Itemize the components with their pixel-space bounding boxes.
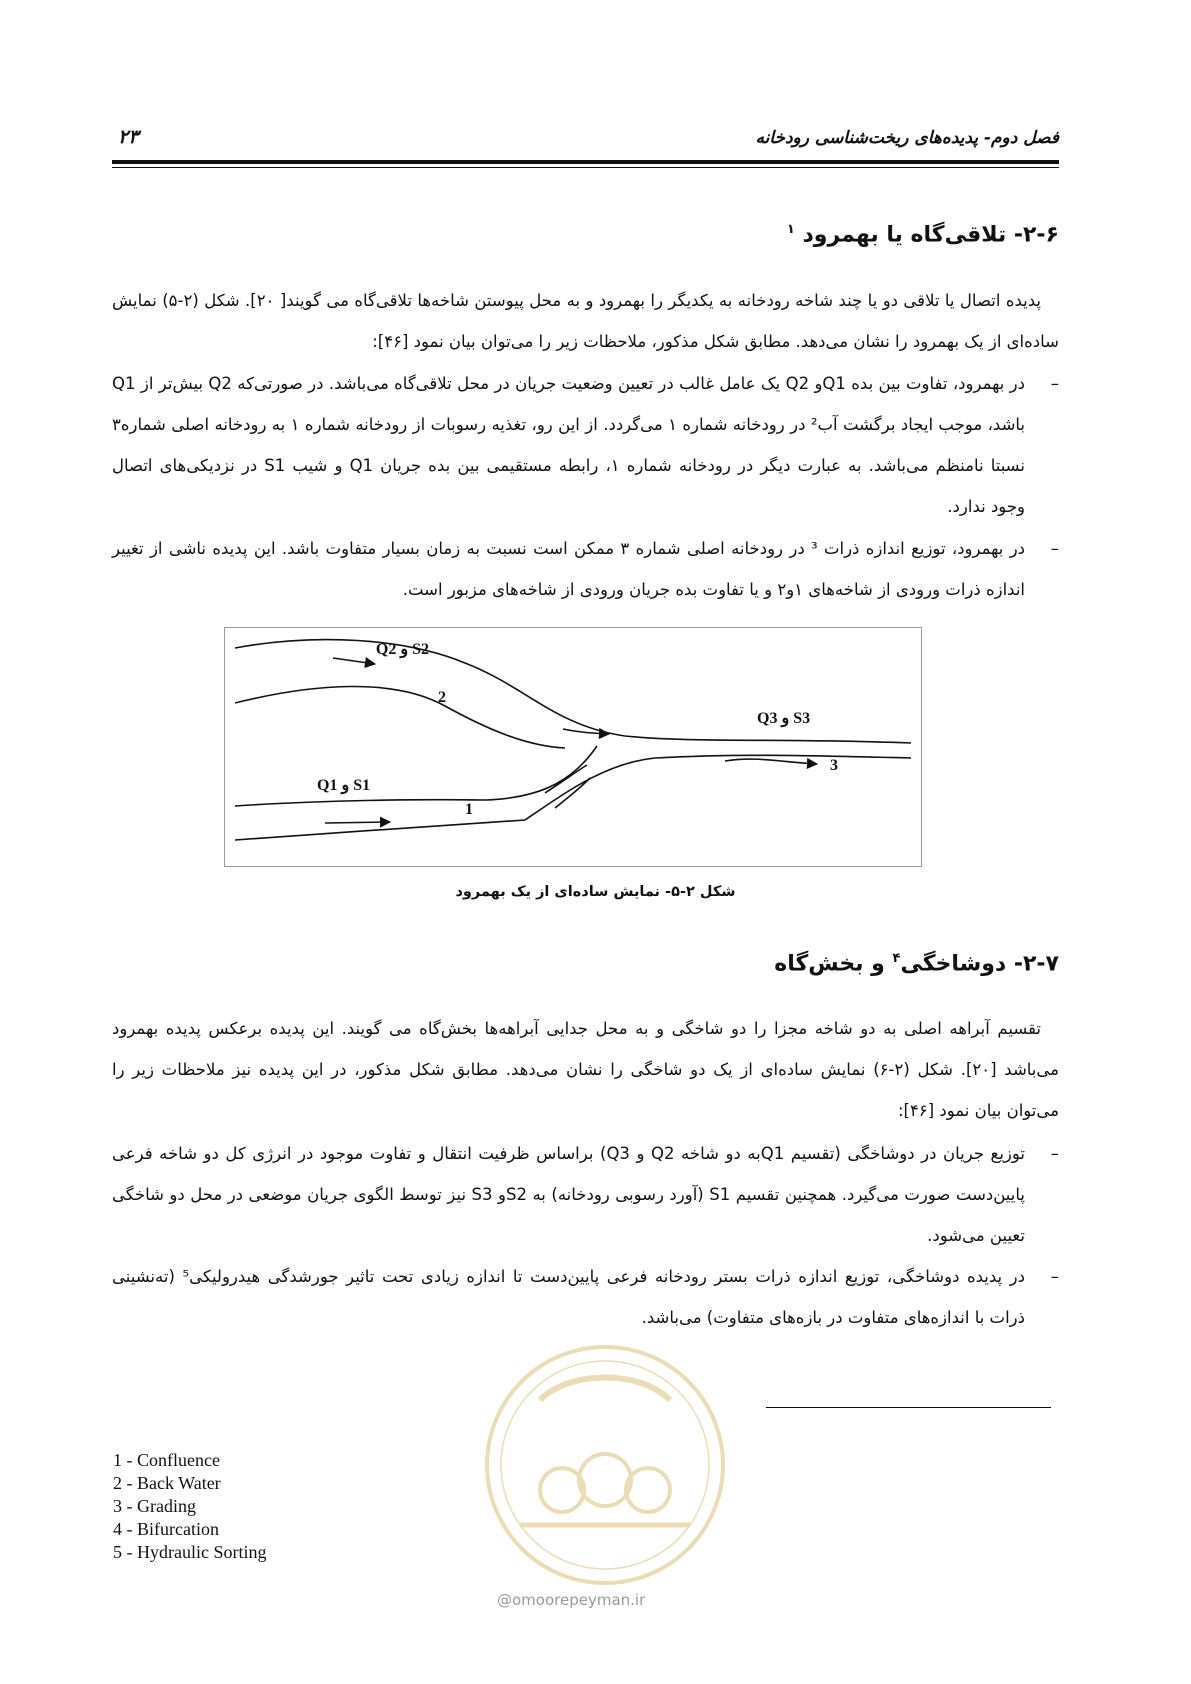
section-heading-confluence: ۲-۶- تلاقی‌گاه یا بهمرود $^۱$ xyxy=(786,222,1059,248)
branch2-bottom-bank xyxy=(235,686,565,748)
label-branch-1: 1 xyxy=(465,801,473,818)
arrow-branch1 xyxy=(325,822,390,823)
bullet-dash: – xyxy=(1050,1267,1059,1286)
bullet-dash: – xyxy=(1050,374,1059,393)
bullet-bifurcation-2: – در پدیده دوشاخگی، توزیع اندازه ذرات بستر رودخانه فرعی پایین‌دست تا اندازه زیادی تحت تاثیر جورشدگی هیدرولیکی⁵ (ته‌نشینی ذرات با اندازه‌های متفاوت در بازه‌های متفاوت) می‌باشد. xyxy=(112,1256,1059,1338)
flow-line-middle xyxy=(545,765,587,793)
running-header-title: فصل دوم- پدیده‌های ریخت‌شناسی رودخانه xyxy=(755,128,1059,148)
bullet-dash: – xyxy=(1050,1144,1059,1163)
footnote-1: 1 - Confluence xyxy=(113,1450,220,1470)
label-q2-s2: Q2 و S2 xyxy=(375,641,429,658)
branch1-top-bank xyxy=(235,746,597,806)
figure-caption: شکل ۲-۵- نمایش ساده‌ای از یک بهمرود xyxy=(455,884,736,900)
arrow-main xyxy=(725,759,817,764)
page-number: ۲۳ xyxy=(118,126,139,148)
footnote-3: 3 - Grading xyxy=(113,1496,196,1516)
header-rule-thin xyxy=(112,167,1059,168)
confluence-diagram xyxy=(225,628,921,866)
branch1-bottom-bank xyxy=(235,755,911,840)
bullet-dash: – xyxy=(1050,539,1059,558)
bullet-bifurcation-1: – توزیع جریان در دوشاخگی (تقسیم Q1به دو شاخه Q2 و Q3) براساس ظرفیت انتقال و تفاوت موجود در انرژی کل دو شاخه فرعی پایین‌دست صورت می‌گیرد. همچنین تقسیم S1 (آورد رسوبی رودخانه) به S2و S3 نیز توسط الگوی جریان موضعی در محل دو شاخگی تعیین می‌شود. xyxy=(112,1133,1059,1256)
watermark-site: @omoorepeyman.ir xyxy=(497,1591,646,1609)
bullet-confluence-2: – در بهمرود، توزیع اندازه ذرات ³ در رودخانه اصلی شماره ۳ ممکن است نسبت به زمان بسیار متفاوت باشد. این پدیده ناشی از تغییر اندازه ذرات ورودی از شاخه‌های ۱و۲ و یا تفاوت بده جریان ورودی از شاخه‌های مزبور است. xyxy=(112,528,1059,610)
footnote-ref-1: ۱ xyxy=(786,222,795,237)
label-branch-3: 3 xyxy=(830,757,838,774)
label-q3-s3: Q3 و S3 xyxy=(757,710,811,727)
footnote-4: 4 - Bifurcation xyxy=(113,1519,219,1539)
label-branch-2: 2 xyxy=(438,689,446,706)
label-q1-s1: Q1 و S1 xyxy=(317,777,371,794)
arrow-branch2 xyxy=(333,658,375,664)
footnote-2: 2 - Back Water xyxy=(113,1473,221,1493)
figure-confluence-diagram xyxy=(224,627,922,867)
paragraph-bifurcation-intro: تقسیم آبراهه اصلی به دو شاخه مجزا را دو شاخگی و به محل جدایی آبراهه‌ها بخش‌گاه می گویند. این پدیده برعکس پدیده بهمرود می‌باشد [۲۰]. شکل (۲-۶) نمایش ساده‌ای از یک دو شاخگی را نشان می‌دهد. مطابق شکل مذکور، در این پدیده نیز ملاحظات زیر را می‌توان بیان نمود [۴۶]: xyxy=(112,1019,1059,1120)
section-heading-bifurcation: ۲-۷- دوشاخگی$^۴$ و بخش‌گاه xyxy=(774,951,1059,977)
footnote-rule xyxy=(766,1407,1051,1408)
watermark-logo xyxy=(480,1340,730,1590)
paragraph-confluence-intro: پدیده اتصال یا تلاقی دو یا چند شاخه رودخانه به یکدیگر را بهمرود و به محل پیوستن شاخه‌ها تلاقی‌گاه می گویند[ ۲۰]. شکل (۲-۵) نمایش ساده‌ای از یک بهمرود را نشان می‌دهد. مطابق شکل مذکور، ملاحظات زیر را می‌توان بیان نمود [۴۶]: xyxy=(112,291,1059,351)
bullet-confluence-1: – در بهمرود، تفاوت بین بده Q1و Q2 یک عامل غالب در تعیین وضعیت جریان در محل تلاقی‌گاه می‌باشد. در صورتی‌که Q2 بیش‌تر از Q1 باشد، موجب ایجاد برگشت آب² در رودخانه شماره ۱ می‌گردد. از این رو، تغذیه رسوبات از رودخانه شماره ۱ به رودخانه اصلی شماره۳ نسبتا نامنظم می‌باشد. به عبارت دیگر در رودخانه شماره ۱، رابطه مستقیمی بین بده جریان Q1 و شیب S1 در نزدیکی‌های اتصال وجود ندارد. xyxy=(112,363,1059,527)
footnote-5: 5 - Hydraulic Sorting xyxy=(113,1542,267,1562)
footnote-list xyxy=(113,1449,266,1564)
footnote-ref-4: ۴ xyxy=(892,951,901,966)
branch2-top-bank xyxy=(235,640,911,743)
header-rule-thick xyxy=(112,160,1059,164)
